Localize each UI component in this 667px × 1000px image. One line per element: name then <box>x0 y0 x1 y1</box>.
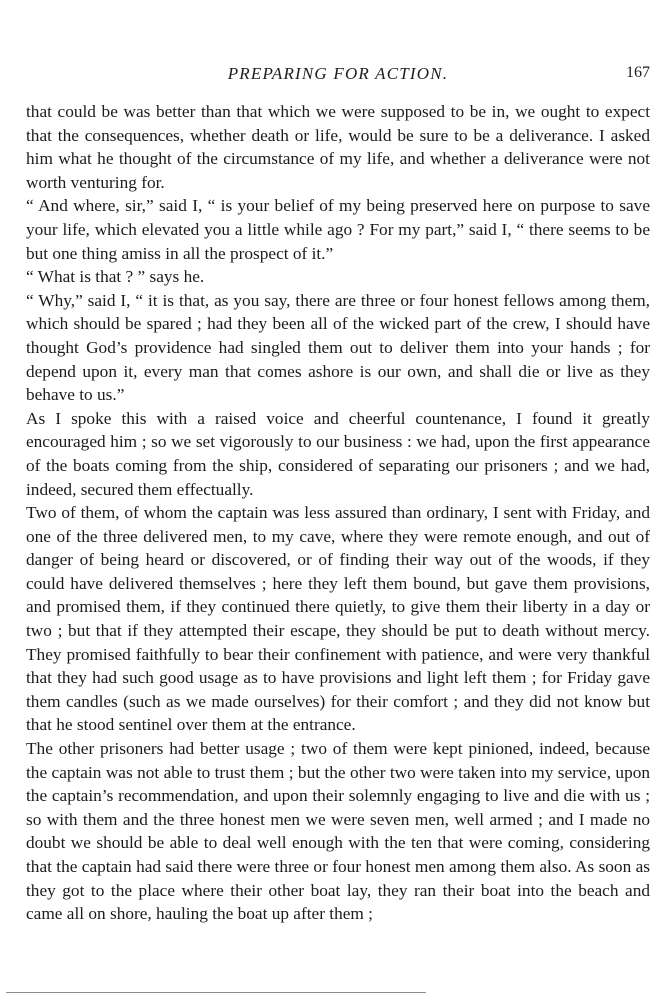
running-head: PREPARING FOR ACTION. <box>227 64 449 83</box>
body-text <box>26 100 650 926</box>
paragraph: As I spoke this with a raised voice and cheerful countenance, I found it greatly encouraged him ; so we set vigorously to our business : we had, upon the first appearance of the boats coming from the ship, considered of separating our prisoners ; and we had, indeed, secured them effectually. <box>26 408 650 499</box>
paragraph: The other prisoners had better usage ; two of them were kept pinioned, indeed, because the captain was not able to trust them ; but the other two were taken into my service, upon the captain’s recommendation, and upon their solemnly engaging to live and die with us ; so with them and the three honest men we were seven men, well armed ; and I made no doubt we should be able to deal well enough with the ten that were coming, considering that the captain had said there were three or four honest men among them also. As soon as they got to the place where their other boat lay, they ran their boat into the beach and came all on shore, hauling the boat up after them ; <box>26 739 650 924</box>
paragraph: “ Why,” said I, “ it is that, as you say, there are three or four honest fellows among them, which should be spared ; had they been all of the wicked part of the crew, I should have thought God’s providence had singled them out to deliver them into your hands ; for depend upon it, every man that comes ashore is our own, and shall die or live as they behave to us.” <box>26 290 650 405</box>
paragraph: “ What is that ? ” says he. <box>26 267 205 287</box>
paragraph: Two of them, of whom the captain was less assured than ordinary, I sent with Friday, and one of the three delivered men, to my cave, where they were remote enough, and out of danger of being heard or discovered, or of finding their way out of the woods, if they could have delivered themselves ; here they left them bound, but gave them provisions, and promised them, if they continued there quietly, to give them their liberty in a day or two ; but that if they attempted their escape, they should be put to death without mercy. They promised faithfully to bear their confinement with patience, and were very thankful that they had such good usage as to have provisions and light left them ; for Friday gave them candles (such as we made ourselves) for their comfort ; and they did not know but that he stood sentinel over them at the entrance. <box>26 503 650 735</box>
paragraph: “ And where, sir,” said I, “ is your belief of my being preserved here on purpose to save your life, which elevated you a little while ago ? For my part,” said I, “ there seems to be but one thing amiss in all the prospect of it.” <box>26 196 650 263</box>
page-header <box>26 62 650 88</box>
bottom-rule <box>6 992 426 993</box>
paragraph: that could be was better than that which we were supposed to be in, we ought to expect that the consequences, whether death or life, would be sure to be a deliverance. I asked him what he thought of the circumstance of my life, and whether a deliverance were not worth venturing for. <box>26 102 650 192</box>
page-number: 167 <box>626 64 650 81</box>
